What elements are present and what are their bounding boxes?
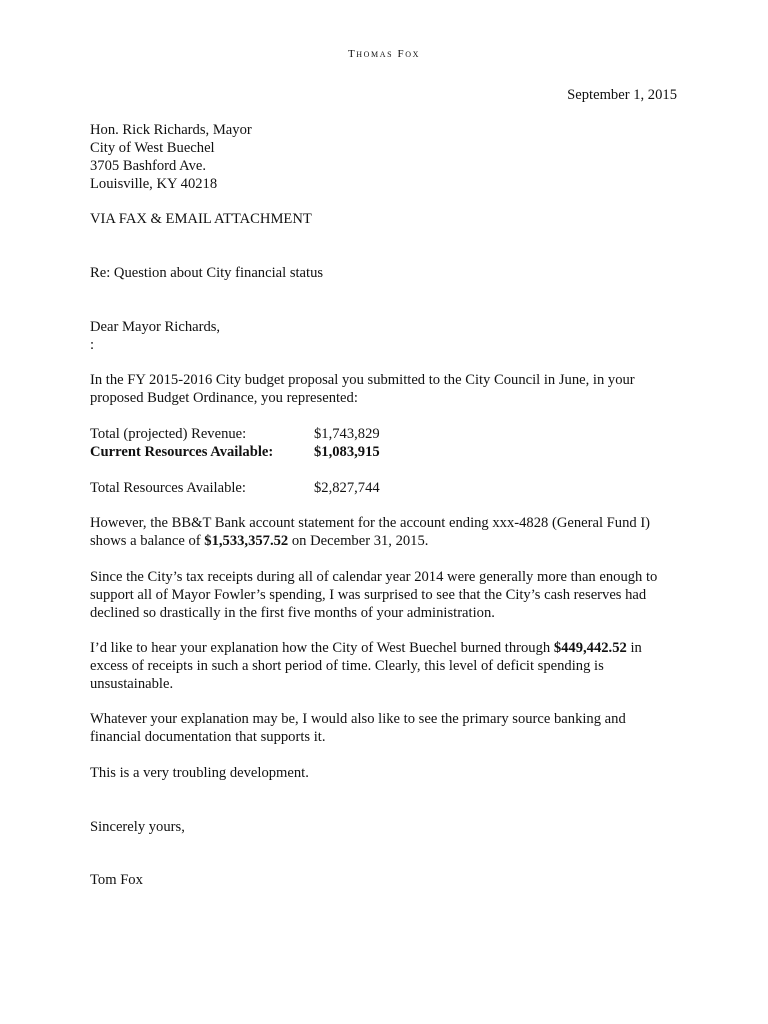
deficit-line-1-post: in: [626, 640, 642, 656]
subject-line: Re: Question about City financial status: [90, 265, 324, 281]
tax-paragraph: [90, 568, 690, 622]
intro-line-2: proposed Budget Ordinance, you represented:: [90, 390, 358, 406]
documentation-paragraph: [90, 710, 690, 746]
letter-date: September 1, 2015: [567, 87, 677, 103]
bank-balance-amount: $1,533,357.52: [204, 533, 289, 549]
docs-line-2: financial documentation that supports it.: [90, 729, 326, 745]
tax-line-2: support all of Mayor Fowler’s spending, I was surprised to see that the City’s cash reserves had: [90, 587, 647, 603]
salutation: Dear Mayor Richards,: [90, 319, 221, 335]
recipient-address: [90, 121, 690, 193]
deficit-line-1: [90, 639, 690, 657]
recipient-line-4: Louisville, KY 40218: [90, 176, 218, 192]
recipient-line-1: Hon. Rick Richards, Mayor: [90, 122, 252, 138]
delivery-method: VIA FAX & EMAIL ATTACHMENT: [90, 211, 312, 227]
balance-paragraph: [90, 514, 690, 550]
balance-line-2-pre: shows a balance of: [90, 533, 205, 549]
recipient-line-2: City of West Buechel: [90, 140, 215, 156]
salutation-stray-colon: :: [90, 337, 95, 353]
deficit-amount: $449,442.52: [553, 640, 627, 656]
balance-line-2: [90, 532, 690, 550]
deficit-line-3: unsustainable.: [90, 676, 174, 692]
total-resources-value: $2,827,744: [314, 480, 380, 496]
total-resources-label: Total Resources Available:: [90, 480, 246, 496]
recipient-line-3: 3705 Bashford Ave.: [90, 158, 207, 174]
docs-line-1: Whatever your explanation may be, I would also like to see the primary source banking and: [90, 711, 626, 727]
tax-line-3: declined so drastically in the first five months of your administration.: [90, 605, 495, 621]
troubling-sentence: This is a very troubling development.: [90, 765, 309, 781]
tax-line-1: Since the City’s tax receipts during all of calendar year 2014 were generally more than enough to: [90, 569, 658, 585]
salutation-block: [90, 318, 690, 354]
balance-line-2-post: on December 31, 2015.: [288, 533, 429, 549]
letterhead-name: Thomas Fox: [347, 48, 421, 60]
revenue-value: $1,743,829: [314, 426, 380, 442]
closing: Sincerely yours,: [90, 819, 185, 835]
current-resources-label: Current Resources Available:: [90, 444, 274, 460]
deficit-line-1-pre: I’d like to hear your explanation how the City of West Buechel burned through: [90, 640, 554, 656]
balance-line-1: However, the BB&T Bank account statement for the account ending xxx-4828 (General Fund I): [90, 515, 651, 531]
deficit-paragraph: [90, 639, 690, 693]
signature-name: Tom Fox: [90, 872, 143, 888]
intro-line-1: In the FY 2015-2016 City budget proposal you submitted to the City Council in June, in your: [90, 372, 635, 388]
deficit-line-2: excess of receipts in such a short period of time. Clearly, this level of deficit spending is: [90, 658, 604, 674]
intro-paragraph: [90, 371, 690, 407]
current-resources-value: $1,083,915: [314, 444, 380, 460]
revenue-label: Total (projected) Revenue:: [90, 426, 247, 442]
